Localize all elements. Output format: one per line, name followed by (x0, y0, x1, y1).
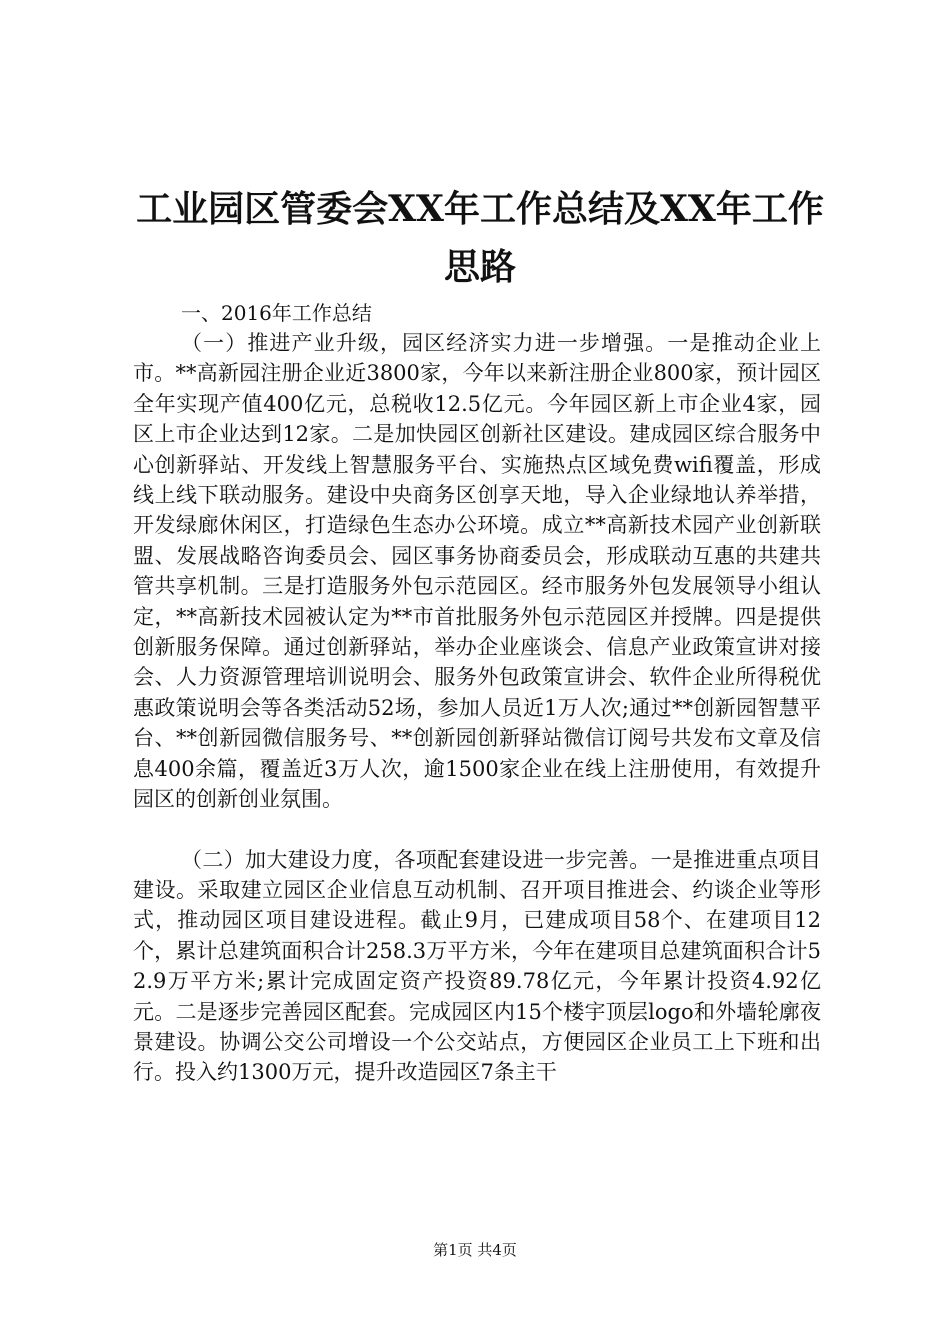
document-title: 工业园区管委会XX年工作总结及XX年工作思路 (136, 188, 824, 288)
body-paragraph-2: （二）加大建设力度，各项配套建设进一步完善。一是推进重点项目建设。采取建立园区企业信息互动机制、召开项目推进会、约谈企业等形式，推动园区项目建设进程。截止9月，已建成项目58个、在建项目12个，累计总建筑面积合计258.3万平方米，今年在建项目总建筑面积合计52.9万平方米;累计完成固定资产投资89.78亿元，今年累计投资4.92亿元。二是逐步完善园区配套。完成园区内15个楼宇顶层logo和外墙轮廓夜景建设。协调公交公司增设一个公交站点，方便园区企业员工上下班和出行。投入约1300万元，提升改造园区7条主干 (133, 847, 821, 1085)
section-heading: 一、2016年工作总结 (181, 301, 372, 325)
document-body (133, 298, 821, 1088)
body-paragraph-1: （一）推进产业升级，园区经济实力进一步增强。一是推动企业上市。**高新园注册企业近3800家，今年以来新注册企业800家，预计园区全年实现产值400亿元，总税收12.5亿元。今年园区新上市企业4家，园区上市企业达到12家。二是加快园区创新社区建设。建成园区综合服务中心创新驿站、开发线上智慧服务平台、实施热点区域免费wifi覆盖，形成线上线下联动服务。建设中央商务区创享天地，导入企业绿地认养举措，开发绿廊休闲区，打造绿色生态办公环境。成立**高新技术园产业创新联盟、发展战略咨询委员会、园区事务协商委员会，形成联动互惠的共建共管共享机制。三是打造服务外包示范园区。经市服务外包发展领导小组认定，**高新技术园被认定为**市首批服务外包示范园区并授牌。四是提供创新服务保障。通过创新驿站，举办企业座谈会、信息产业政策宣讲对接会、人力资源管理培训说明会、服务外包政策宣讲会、软件企业所得税优惠政策说明会等各类活动52场，参加人员近1万人次;通过**创新园智慧平台、**创新园微信服务号、**创新园创新驿站微信订阅号共发布文章及信息400余篇，覆盖近3万人次，逾1500家企业在线上注册使用，有效提升园区的创新创业氛围。 (133, 331, 821, 812)
page-number-footer: 第1页 共4页 (433, 1241, 517, 1259)
